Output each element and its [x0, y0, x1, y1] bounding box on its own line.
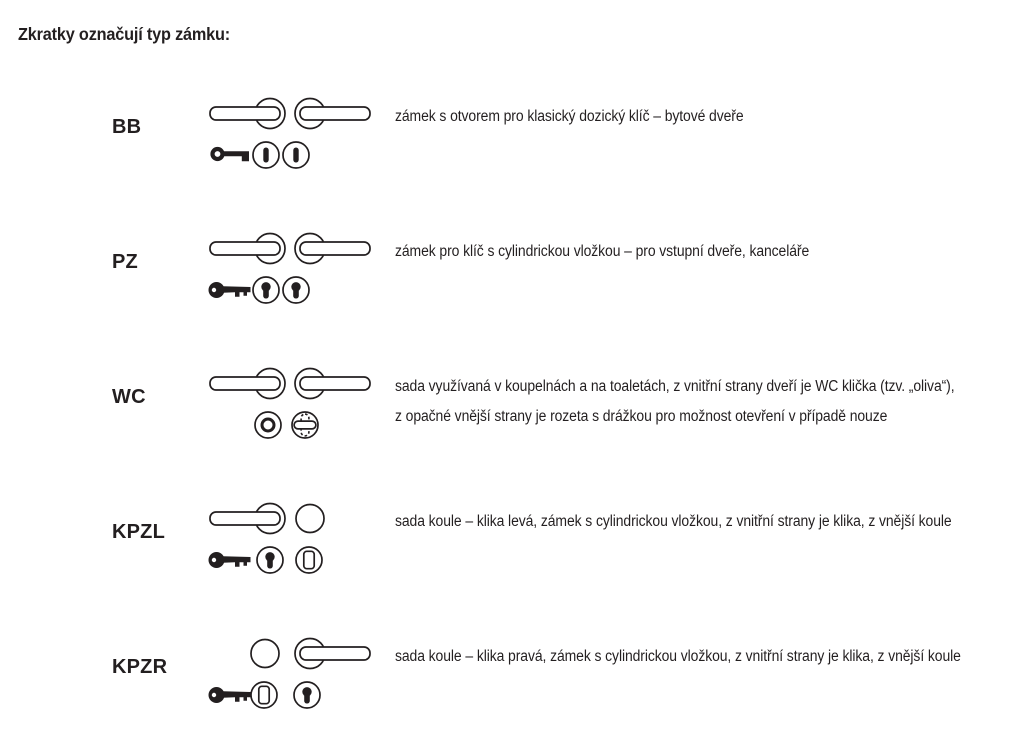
groove-rosette-icon [255, 412, 281, 438]
cylinder-keyhole-rosette-icon [283, 277, 309, 303]
blind-rosette-icon [296, 547, 322, 573]
door-handle-left-icon [210, 504, 285, 534]
door-handle-right-icon [295, 369, 370, 399]
blind-rosette-icon [251, 682, 277, 708]
cylinder-key-icon [209, 687, 251, 703]
lock-code-label: BB [112, 116, 142, 138]
lock-code-label: KPZL [112, 521, 166, 543]
bb-keyhole-rosette-icon [253, 142, 279, 168]
description-line: zámek s otvorem pro klasický dozický klíč – bytové dveře [395, 108, 744, 125]
description-line: z opačné vnější strany je rozeta s drážkou pro možnost otevření v případě nouze [395, 408, 888, 425]
bb-lockset-icon [203, 95, 378, 175]
lock-type-row-bb [0, 95, 1011, 185]
pz-lockset-icon [203, 230, 378, 310]
lock-code-label: WC [112, 386, 146, 408]
door-handle-right-icon [295, 234, 370, 264]
cylinder-keyhole-rosette-icon [253, 277, 279, 303]
door-handle-left-icon [210, 369, 285, 399]
ball-knob-icon [251, 640, 279, 668]
description-line: sada koule – klika levá, zámek s cylindrickou vložkou, z vnitřní strany je klika, z vnější koule [395, 513, 952, 530]
lock-type-row-wc [0, 365, 1011, 455]
lock-description [395, 372, 955, 432]
kpzl-lockset-icon [203, 500, 378, 580]
lock-type-row-kpzr [0, 635, 1011, 725]
cylinder-keyhole-rosette-icon [257, 547, 283, 573]
lock-type-row-kpzl [0, 500, 1011, 590]
page-title: Zkratky označují typ zámku: [18, 24, 231, 44]
door-handle-right-icon [295, 99, 370, 129]
bb-keyhole-rosette-icon [283, 142, 309, 168]
door-handle-right-icon [295, 639, 370, 669]
classic-key-icon [213, 149, 250, 161]
lock-description [395, 507, 952, 537]
lock-code-label: KPZR [112, 656, 168, 678]
wc-oliva-knob-icon [292, 412, 318, 438]
door-handle-left-icon [210, 234, 285, 264]
description-line: sada využívaná v koupelnách a na toaletách, z vnitřní strany dveří je WC klička (tzv. „oliva“), [395, 378, 955, 395]
cylinder-key-icon [209, 552, 251, 568]
wc-lockset-icon [203, 365, 378, 445]
description-line: sada koule – klika pravá, zámek s cylindrickou vložkou, z vnitřní strany je klika, z vnější koule [395, 648, 961, 665]
description-line: zámek pro klíč s cylindrickou vložkou – pro vstupní dveře, kanceláře [395, 243, 810, 260]
lock-description [395, 237, 809, 267]
lock-description [395, 642, 961, 672]
cylinder-keyhole-rosette-icon [294, 682, 320, 708]
lock-type-row-pz [0, 230, 1011, 320]
ball-knob-icon [296, 505, 324, 533]
kpzr-lockset-icon [203, 635, 378, 715]
lock-description [395, 102, 743, 132]
cylinder-key-icon [209, 282, 251, 298]
lock-code-label: PZ [112, 251, 138, 273]
door-handle-left-icon [210, 99, 285, 129]
